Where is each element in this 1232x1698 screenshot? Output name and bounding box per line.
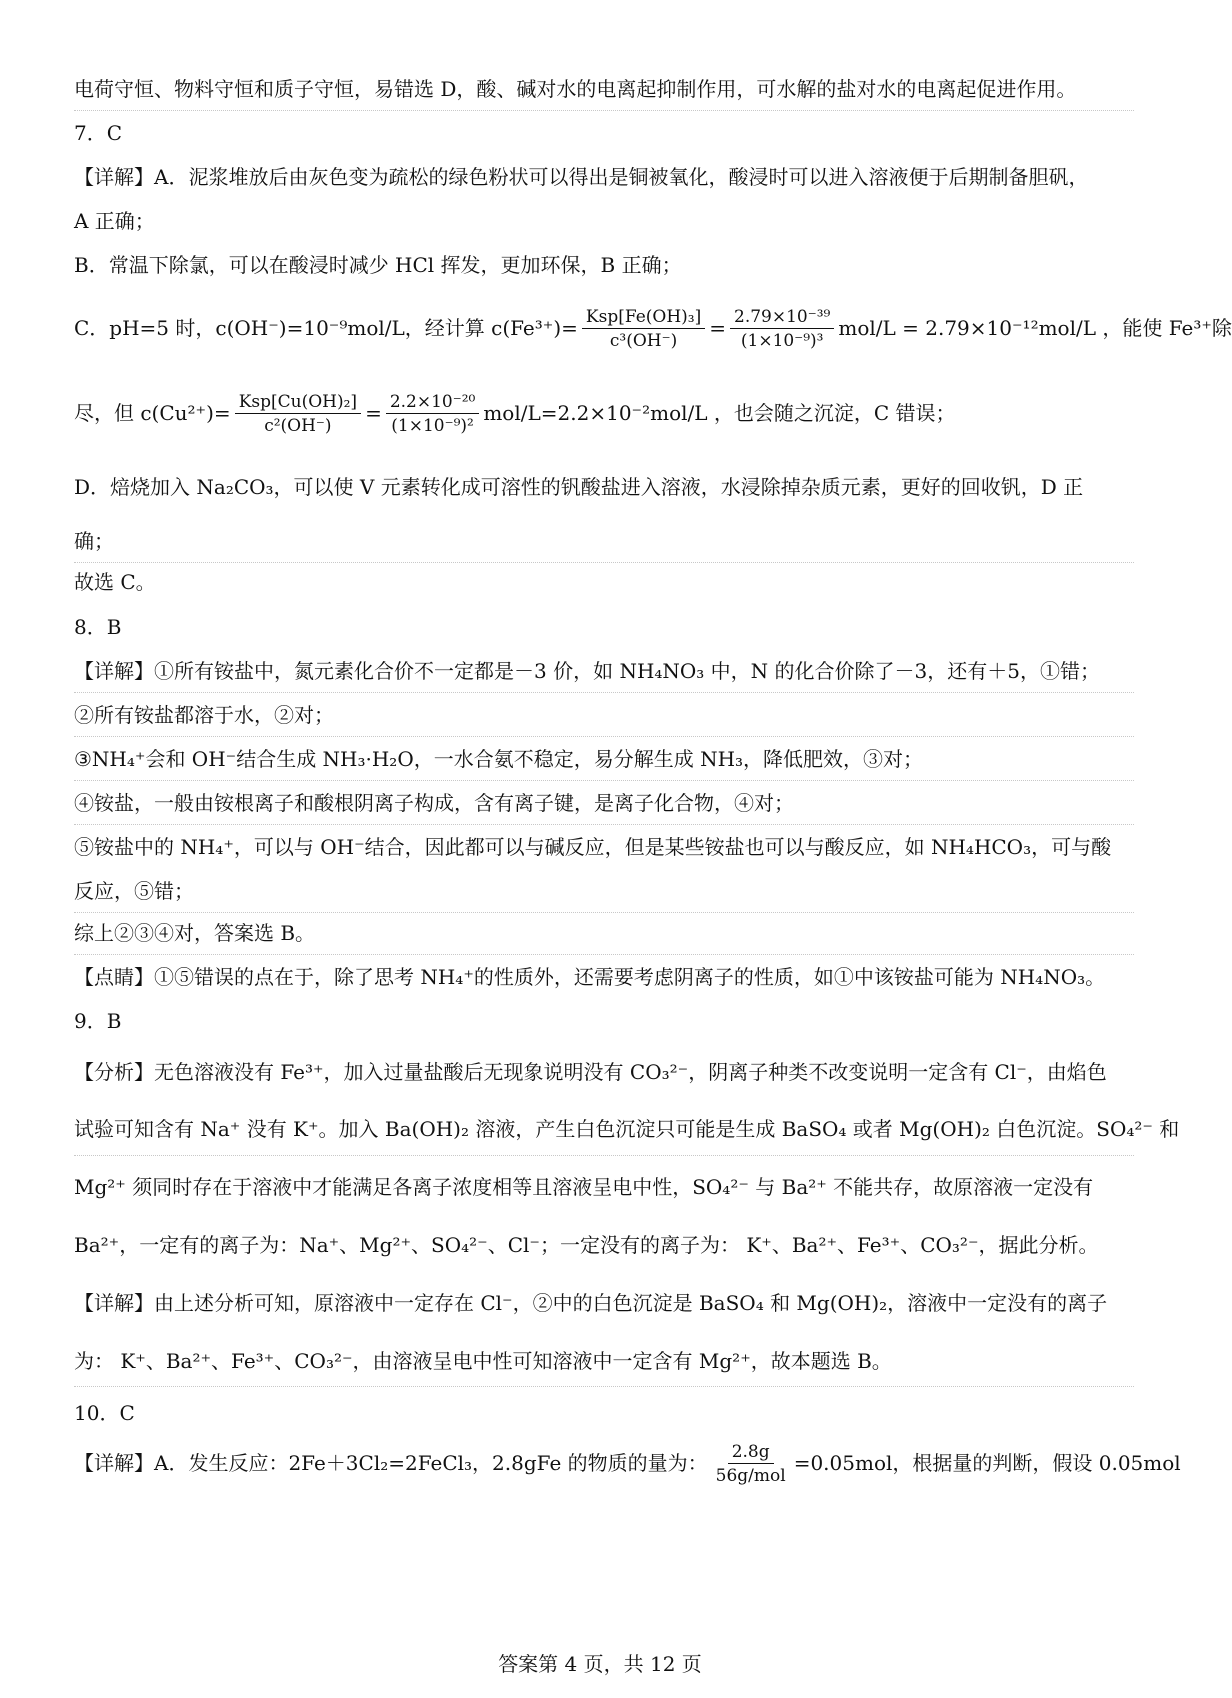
dotted-divider	[74, 1155, 1134, 1156]
question-8-title: 8．B	[74, 615, 122, 639]
dotted-divider	[74, 912, 1134, 913]
q8-item-1: 【详解】①所有铵盐中，氮元素化合价不一定都是－3 价，如 NH₄NO₃ 中，N 的化合价除了－3，还有＋5，①错；	[74, 659, 1100, 683]
q9-analysis-line2: 试验可知含有 Na⁺ 没有 K⁺。加入 Ba(OH)₂ 溶液，产生白色沉淀只可能是生成 BaSO₄ 或者 Mg(OH)₂ 白色沉淀。SO₄²⁻ 和	[74, 1117, 1180, 1141]
fraction-numerator: Ksp[Cu(OH)₂]	[235, 391, 361, 414]
dotted-divider	[74, 562, 1134, 563]
q7-c2-prefix: 尽，但 c(Cu²⁺)=	[74, 401, 231, 425]
q7-option-d-line1: D．焙烧加入 Na₂CO₃，可以使 V 元素转化成可溶性的钒酸盐进入溶液，水浸除掉杂质元素，更好的回收钒，D 正	[74, 475, 1084, 499]
dotted-divider	[74, 692, 1134, 693]
question-10-title: 10．C	[74, 1401, 135, 1425]
ksp-fraction	[235, 391, 361, 438]
page-footer: 答案第 4 页，共 12 页	[498, 1652, 702, 1676]
mass-fraction	[712, 1441, 790, 1488]
q8-item-5-line2: 反应，⑤错；	[74, 879, 194, 903]
q7-option-b: B．常温下除氯，可以在酸浸时减少 HCl 挥发，更加环保，B 正确；	[74, 253, 682, 277]
q8-item-5-line1: ⑤铵盐中的 NH₄⁺，可以与 OH⁻结合，因此都可以与碱反应，但是某些铵盐也可以与酸反应，如 NH₄HCO₃，可与酸	[74, 835, 1112, 859]
q8-item-4: ④铵盐，一般由铵根离子和酸根阴离子构成，含有离子键，是离子化合物，④对；	[74, 791, 794, 815]
q8-summary: 综上②③④对，答案选 B。	[74, 921, 316, 945]
dotted-divider	[74, 110, 1134, 111]
q7-c2-suffix: mol/L=2.2×10⁻²mol/L ，也会随之沉淀，C 错误；	[483, 401, 956, 425]
q7-option-d-line2: 确；	[74, 529, 114, 553]
q7-option-a-line1: 【详解】A．泥浆堆放后由灰色变为疏松的绿色粉状可以得出是铜被氧化，酸浸时可以进入溶液便于后期制备胆矾，	[74, 165, 1089, 189]
fraction-denominator: c²(OH⁻)	[264, 416, 332, 436]
q8-item-3: ③NH₄⁺会和 OH⁻结合生成 NH₃·H₂O，一水合氨不稳定，易分解生成 NH₃，降低肥效，③对；	[74, 747, 924, 771]
q9-analysis-line4: Ba²⁺，一定有的离子为：Na⁺、Mg²⁺、SO₄²⁻、Cl⁻；一定没有的离子为： K⁺、Ba²⁺、Fe³⁺、CO₃²⁻，据此分析。	[74, 1233, 1099, 1257]
fraction-denominator: (1×10⁻⁹)²	[391, 416, 474, 436]
dotted-divider	[74, 1386, 1134, 1387]
fraction-numerator: 2.79×10⁻³⁹	[730, 306, 834, 329]
q7-option-a-line2: A 正确；	[74, 209, 155, 233]
fraction-denominator: 56g/mol	[715, 1466, 786, 1486]
q10-prefix: 【详解】A．发生反应：2Fe＋3Cl₂=2FeCl₃，2.8gFe 的物质的量为：	[74, 1451, 708, 1475]
q7-c-suffix: mol/L = 2.79×10⁻¹²mol/L ，能使 Fe³⁺除	[838, 316, 1232, 340]
question-7-title: 7．C	[74, 121, 123, 145]
question-9-title: 9．B	[74, 1009, 122, 1033]
q8-item-2: ②所有铵盐都溶于水，②对；	[74, 703, 334, 727]
fraction-numerator: 2.2×10⁻²⁰	[386, 391, 480, 414]
q9-analysis-line3: Mg²⁺ 须同时存在于溶液中才能满足各离子浓度相等且溶液呈电中性，SO₄²⁻ 与 Ba²⁺ 不能共存，故原溶液一定没有	[74, 1175, 1094, 1199]
dotted-divider	[74, 824, 1134, 825]
value-fraction	[386, 391, 480, 438]
dotted-divider	[74, 954, 1134, 955]
q10-suffix: =0.05mol，根据量的判断，假设 0.05mol	[793, 1451, 1181, 1475]
text-line: 电荷守恒、物料守恒和质子守恒，易错选 D，酸、碱对水的电离起抑制作用，可水解的盐对水的电离起促进作用。	[74, 77, 1077, 101]
q7-conclusion: 故选 C。	[74, 570, 156, 594]
fraction-numerator: Ksp[Fe(OH)₃]	[582, 306, 705, 329]
fraction-denominator: (1×10⁻⁹)³	[740, 331, 824, 351]
q10-option-a	[74, 1436, 1181, 1494]
q9-detail-line1: 【详解】由上述分析可知，原溶液中一定存在 Cl⁻，②中的白色沉淀是 BaSO₄ 和 Mg(OH)₂，溶液中一定没有的离子	[74, 1291, 1108, 1315]
q7-option-c-line2: 尽，但 c(Cu²⁺)= $\frac{\text{Ksp[Cu(OH)₂]}}{\text{c²(OH⁻)}}$ = $\frac{\text{2.2×10⁻²⁰}}{\text{(1×10⁻⁹)²}}$ mol/L=2.2×10⁻²mol/L ，也会随之沉淀，C 错误；	[74, 392, 956, 436]
q8-tip: 【点睛】①⑤错误的点在于，除了思考 NH₄⁺的性质外，还需要考虑阴离子的性质，如①中该铵盐可能为 NH₄NO₃。	[74, 965, 1106, 989]
q9-analysis-line1: 【分析】无色溶液没有 Fe³⁺，加入过量盐酸后无现象说明没有 CO₃²⁻，阴离子种类不改变说明一定含有 Cl⁻，由焰色	[74, 1060, 1107, 1084]
dotted-divider	[74, 736, 1134, 737]
ksp-fraction	[582, 306, 705, 353]
fraction-denominator: c³(OH⁻)	[609, 331, 678, 351]
value-fraction	[730, 306, 834, 353]
dotted-divider	[74, 780, 1134, 781]
q9-detail-line2: 为： K⁺、Ba²⁺、Fe³⁺、CO₃²⁻，由溶液呈电中性可知溶液中一定含有 Mg²⁺，故本题选 B。	[74, 1349, 892, 1373]
q7-c-prefix: C．pH=5 时，c(OH⁻)=10⁻⁹mol/L，经计算 c(Fe³⁺)=	[74, 316, 578, 340]
q7-option-c-line1: C．pH=5 时，c(OH⁻)=10⁻⁹mol/L，经计算 c(Fe³⁺)= $\frac{\text{Ksp[Fe(OH)₃]}}{\text{c³(OH⁻)}}$ = $\frac{\text{2.79×10⁻³⁹}}{\text{(1×10⁻⁹)³}}$ mol/L = 2.79×10⁻¹²mol/L ，能使 Fe³⁺除	[74, 307, 1232, 351]
fraction-numerator: 2.8g	[728, 1441, 774, 1464]
